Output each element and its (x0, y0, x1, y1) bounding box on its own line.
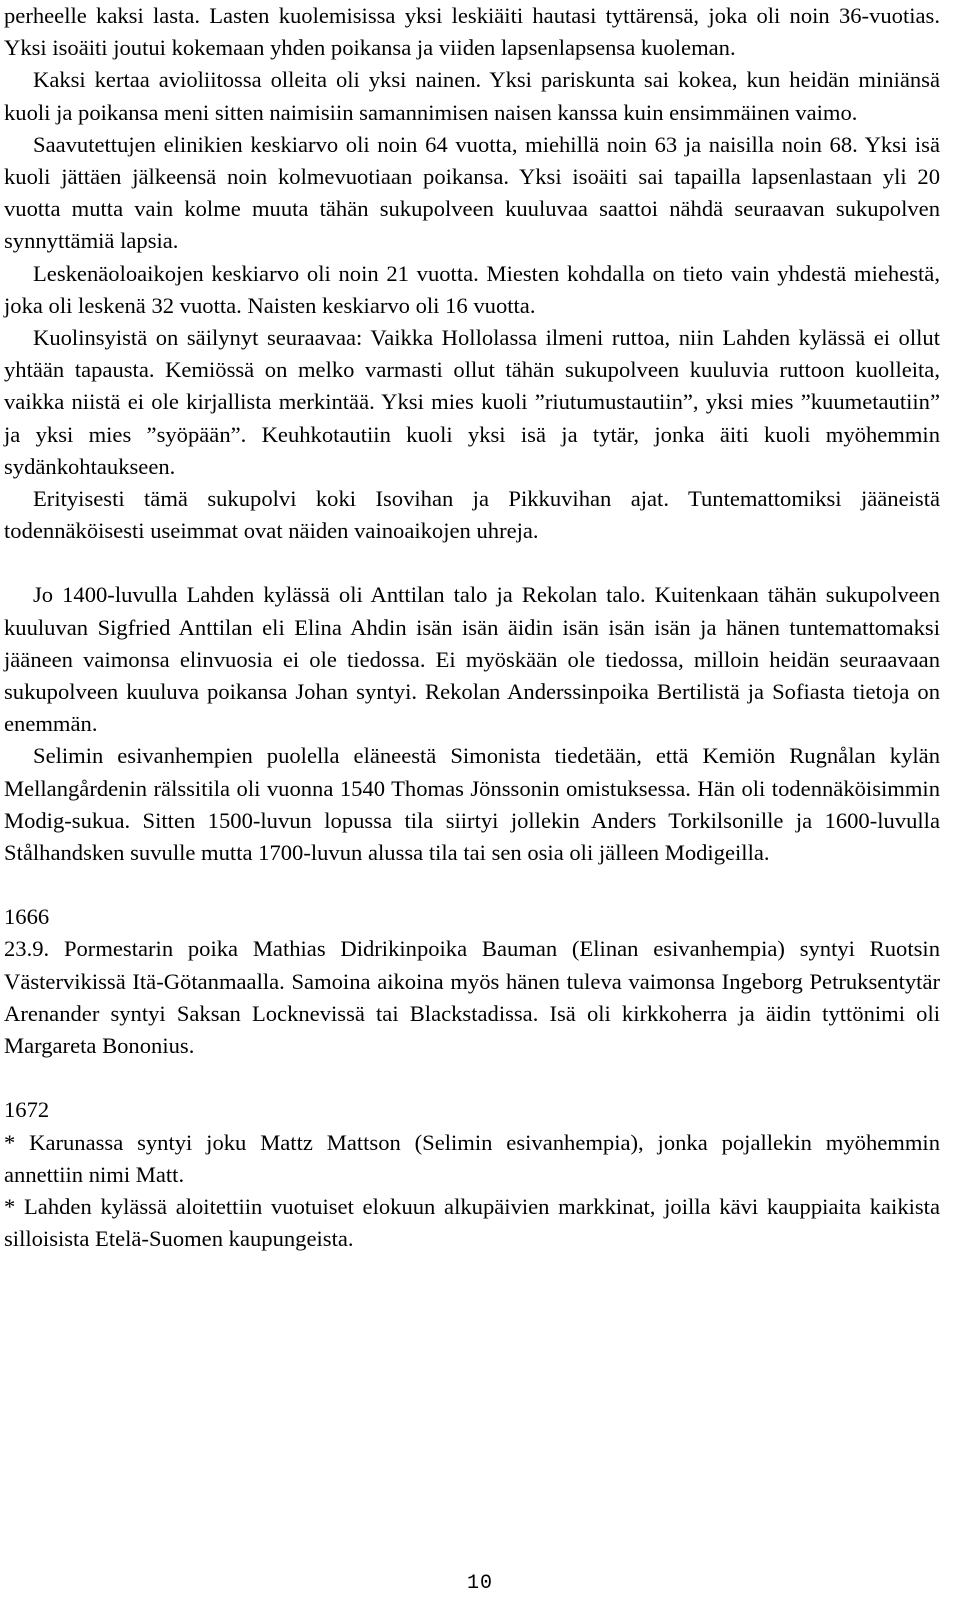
paragraph-life-expectancy: Saavutettujen elinikien keskiarvo oli noin 64 vuotta, miehillä noin 63 ja naisilla noin 68. Yksi isä kuoli jättäen jälkeensä noin kolmevuotiaan poikansa. Yksi isoäiti sai tapailla lapsenlastaan yli 20 vuotta mutta vain kolme muuta tähän sukupolveen kuuluvaa saattoi nähdä seuraavan sukupolven synnyttämiä lapsia. (4, 131, 940, 254)
paragraph-anttila-rekola: Jo 1400-luvulla Lahden kylässä oli Anttilan talo ja Rekolan talo. Kuitenkaan tähän sukupolveen kuuluvan Sigfried Anttilan eli Elina Ahdin isän isän äidin isän isän isän ja hänen tuntemattomaksi jääneen vaimonsa elinvuosia ei ole tiedossa. Ei myöskään ole tiedossa, milloin heidän seuraavaan sukupolveen kuuluva poikansa Johan syntyi. Rekolan Anderssinpoika Bertilistä ja Sofiasta tietoja on enemmän. (4, 582, 940, 737)
entry-1672-item-markets: * Lahden kylässä aloitettiin vuotuiset elokuun alkupäivien markkinat, joilla kävi kauppiaita kaikista silloisista Etelä-Suomen kaupungeista. (4, 1193, 940, 1252)
section-gap (4, 547, 940, 579)
paragraph-married-twice: Kaksi kertaa avioliitossa olleita oli yksi nainen. Yksi pariskunta sai kokea, kun heidän miniänsä kuoli ja poikansa meni sitten naimisiin samannimisen naisen kanssa kuin ensimmäinen vaimo. (4, 67, 940, 125)
document-page (4, 0, 940, 1255)
year-heading-1666: 1666 (4, 904, 50, 930)
year-heading-1672: 1672 (4, 1097, 50, 1123)
paragraph-isoviha: Erityisesti tämä sukupolvi koki Isovihan ja Pikkuvihan ajat. Tuntemattomiksi jääneistä todennäköisesti useimmat ovat näiden vainoaikojen uhreja. (4, 486, 940, 544)
page-number: 10 (466, 1572, 493, 1595)
paragraph-causes-of-death: Kuolinsyistä on säilynyt seuraavaa: Vaikka Hollolassa ilmeni ruttoa, niin Lahden kylässä ei ollut yhtään tapausta. Kemiössä on melko varmasti ollut tähän sukupolveen kuuluvia ruttoon kuolleita, vaikka niistä ei ole kirjallista merkintää. Yksi mies kuoli ”riutumustautiin”, yksi mies ”kuumetautiin” ja yksi mies ”syöpään”. Keuhkotautiin kuoli yksi isä ja tytär, jonka äiti kuoli myöhemmin sydänkohtaukseen. (4, 325, 940, 479)
entry-1666-text: 23.9. Pormestarin poika Mathias Didrikinpoika Bauman (Elinan esivanhempia) syntyi Ruotsin Västervikissä Itä-Götanmaalla. Samoina aikoina myös hänen tuleva vaimonsa Ingeborg Petruksentytär Arenander syntyi Saksan Locknevissä tai Blackstadissa. Isä oli kirkkoherra ja äidin tyttönimi oli Margareta Bononius. (4, 936, 940, 1059)
entry-1672-item-karuna: * Karunassa syntyi joku Mattz Mattson (Selimin esivanhempia), jonka pojallekin myöhemmin annettiin nimi Matt. (4, 1129, 940, 1187)
section-gap (4, 869, 940, 901)
paragraph-widowhood: Leskenäoloaikojen keskiarvo oli noin 21 vuotta. Miesten kohdalla on tieto vain yhdestä miehestä, joka oli leskenä 32 vuotta. Naisten keskiarvo oli 16 vuotta. (4, 260, 940, 318)
paragraph-simon-kemio: Selimin esivanhempien puolella eläneestä Simonista tiedetään, että Kemiön Rugnålan kylän Mellangårdenin rälssitila oli vuonna 1540 Thomas Jönssonin omistuksessa. Hän oli todennäköisimmin Modig-sukua. Sitten 1500-luvun lopussa tila siirtyi jollekin Anders Torkilsonille ja 1600-luvulla Stålhandsken suvulle mutta 1700-luvun alussa tila tai sen osia oli jälleen Modigeilla. (4, 743, 940, 866)
section-gap (4, 1062, 940, 1094)
paragraph-continuation: perheelle kaksi lasta. Lasten kuolemisissa yksi leskiäiti hautasi tyttärensä, joka oli noin 36-vuotias. Yksi isoäiti joutui kokemaan yhden poikansa ja viiden lapsenlapsensa kuoleman. (4, 3, 940, 61)
